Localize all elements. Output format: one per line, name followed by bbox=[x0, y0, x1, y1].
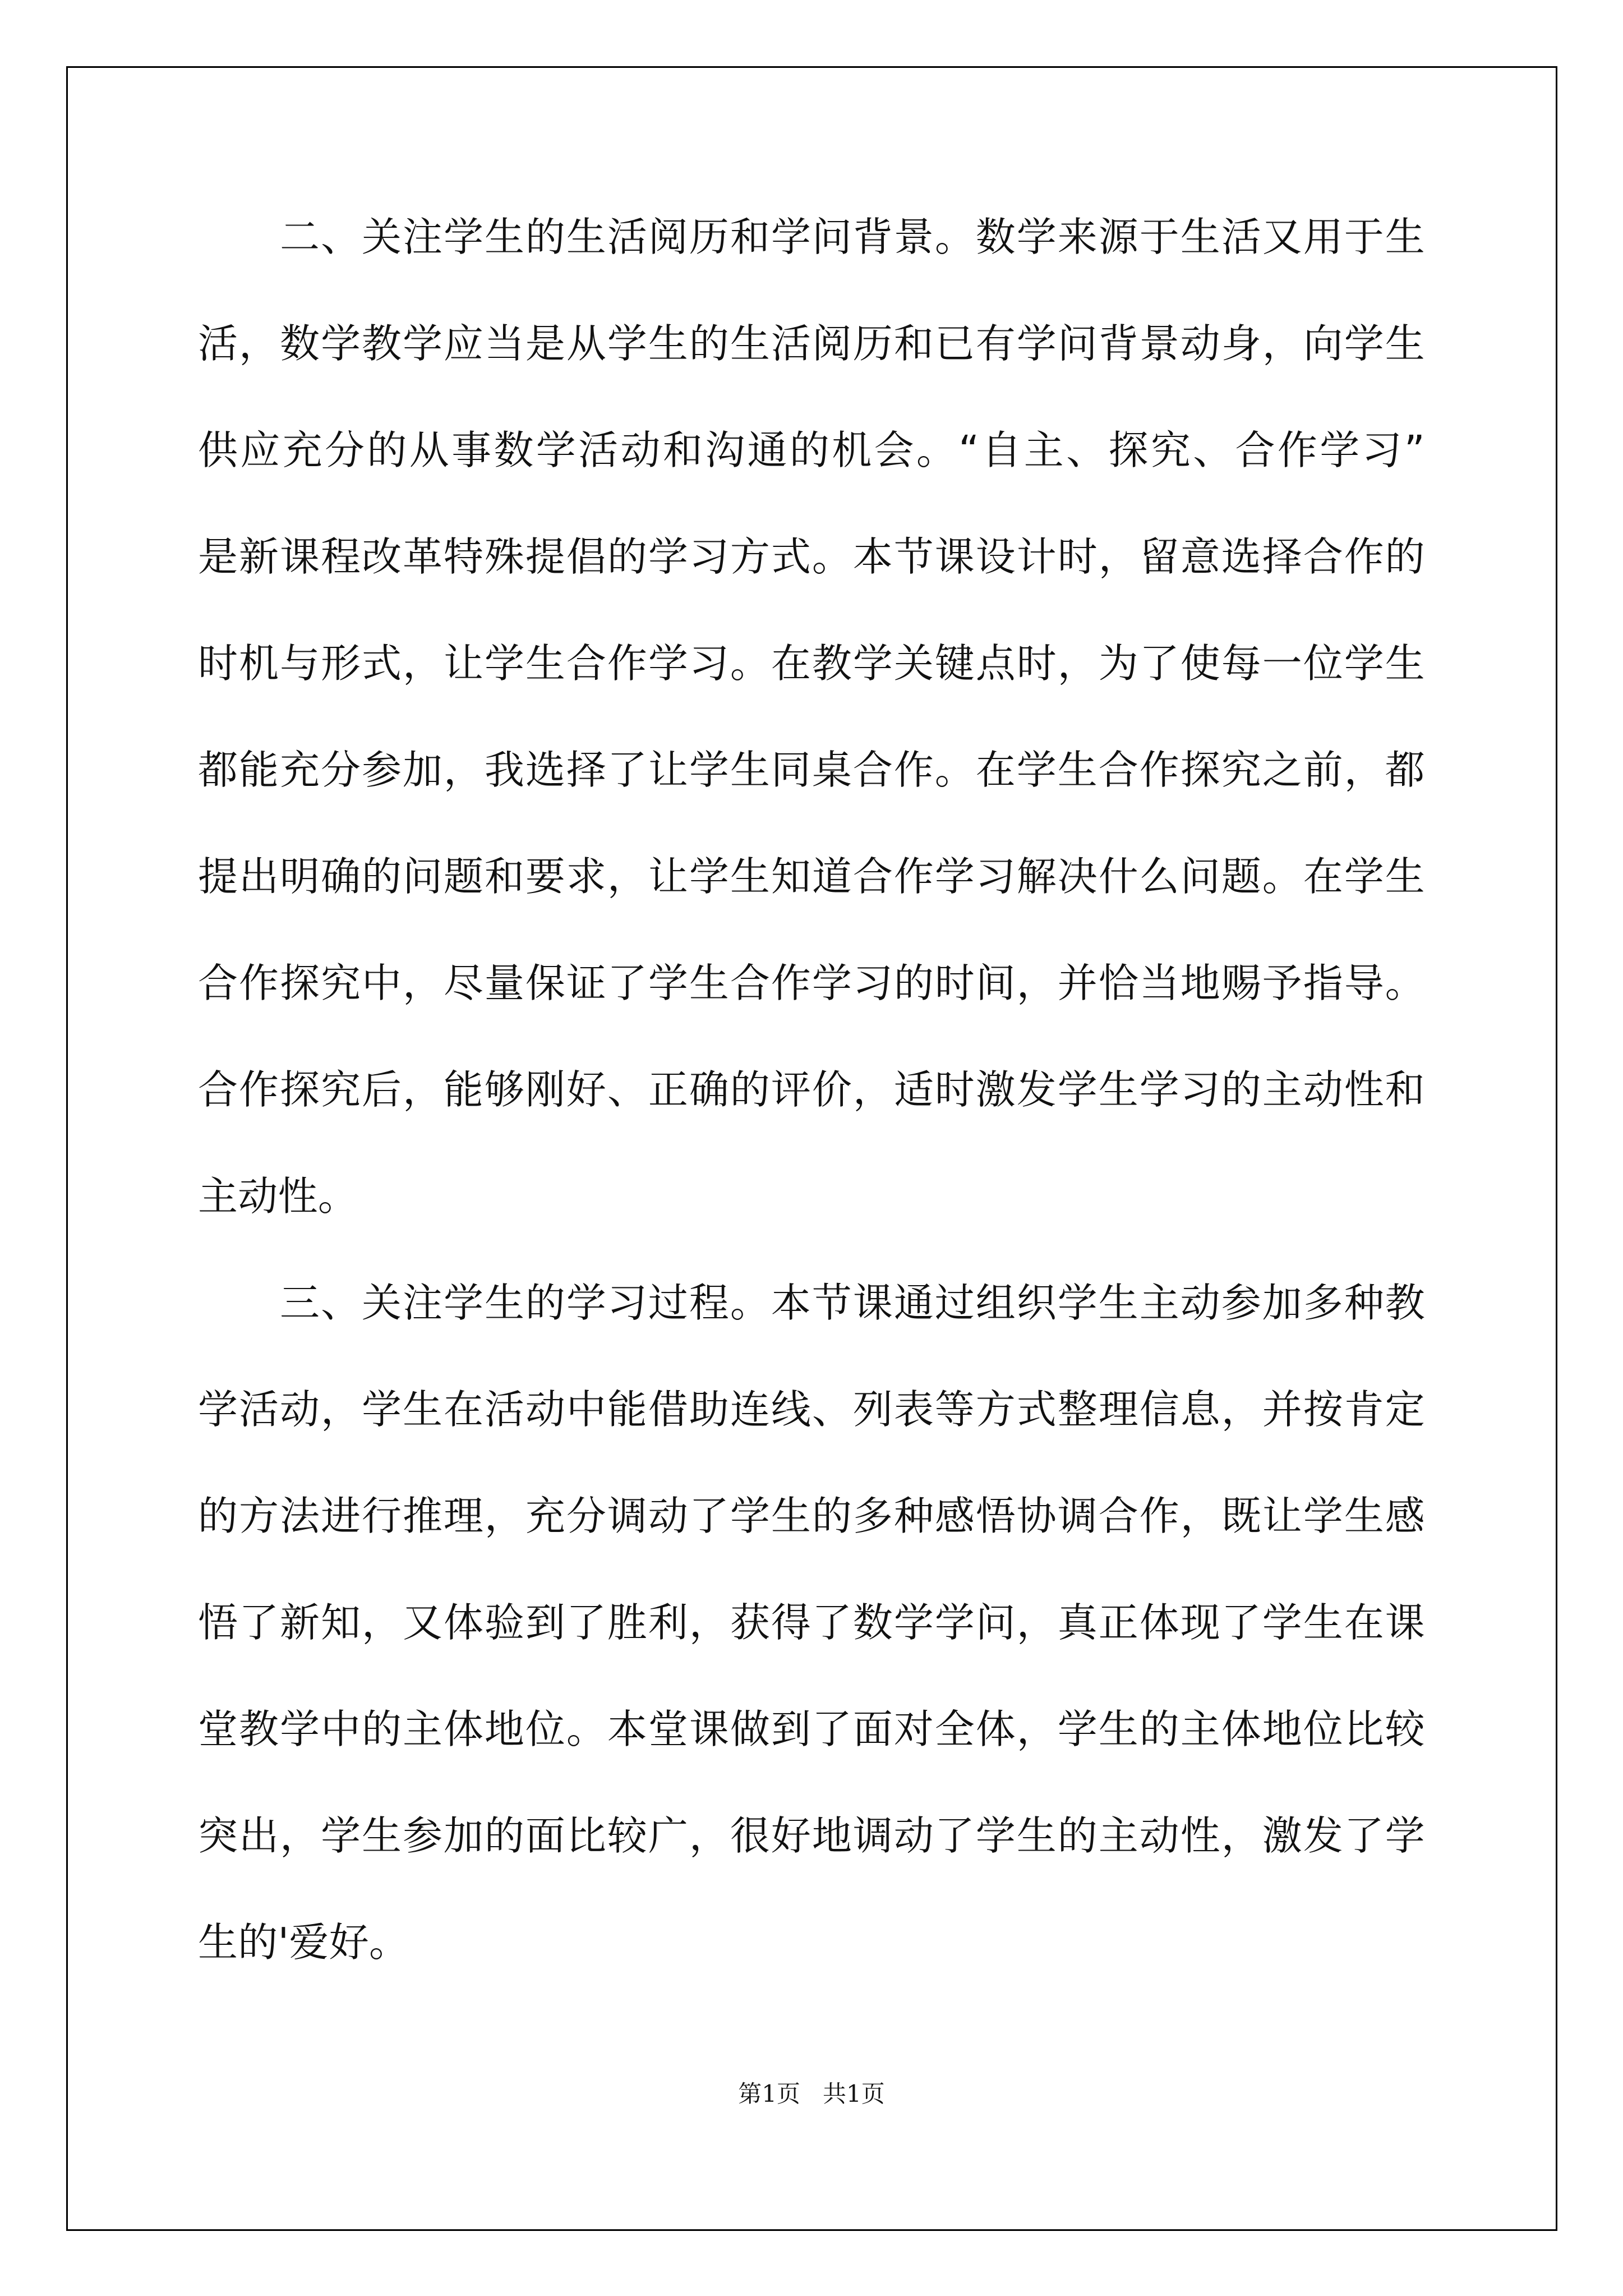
paragraph-2-line-8: 合作探究中，尽量保证了学生合作学习的时间，并恰当地赐予指导。 bbox=[198, 960, 1425, 1006]
document-body bbox=[198, 214, 1425, 2029]
paragraph-2-line-7: 提出明确的问题和要求，让学生知道合作学习解决什么问题。在学生 bbox=[198, 853, 1425, 900]
paragraph-2-line-1: 二、关注学生的生活阅历和学问背景。数学来源于生活又用于生 bbox=[280, 214, 1425, 260]
paragraph-2-line-4: 是新课程改革特殊提倡的学习方式。本节课设计时，留意选择合作的 bbox=[198, 533, 1425, 580]
paragraph-3-line-3: 的方法进行推理，充分调动了学生的多种感悟协调合作，既让学生感 bbox=[198, 1493, 1425, 1539]
paragraph-3-line-4: 悟了新知，又体验到了胜利，获得了数学学问，真正体现了学生在课 bbox=[198, 1599, 1425, 1646]
paragraph-3-line-2: 学活动，学生在活动中能借助连线、列表等方式整理信息，并按肯定 bbox=[198, 1386, 1425, 1433]
paragraph-3-line-1: 三、关注学生的学习过程。本节课通过组织学生主动参加多种教 bbox=[280, 1280, 1425, 1326]
paragraph-2-line-6: 都能充分参加，我选择了让学生同桌合作。在学生合作探究之前，都 bbox=[198, 747, 1425, 793]
paragraph-3-line-6: 突出，学生参加的面比较广，很好地调动了学生的主动性，激发了学 bbox=[198, 1812, 1425, 1859]
paragraph-2-line-2: 活，数学教学应当是从学生的生活阅历和已有学问背景动身，向学生 bbox=[198, 320, 1425, 367]
paragraph-2-line-9: 合作探究后，能够刚好、正确的评价，适时激发学生学习的主动性和 bbox=[198, 1066, 1425, 1113]
paragraph-3-line-5: 堂教学中的主体地位。本堂课做到了面对全体，学生的主体地位比较 bbox=[198, 1706, 1425, 1752]
paragraph-3-line-7: 生的'爱好。 bbox=[198, 1919, 409, 1966]
paragraph-2-line-3: 供应充分的从事数学活动和沟通的机会。“自主、探究、合作学习” bbox=[198, 427, 1425, 473]
page-number-footer: 第1页 共1页 bbox=[738, 2080, 885, 2108]
paragraph-2-line-10: 主动性。 bbox=[198, 1173, 358, 1220]
paragraph-2-line-5: 时机与形式，让学生合作学习。在教学关键点时，为了使每一位学生 bbox=[198, 640, 1425, 687]
